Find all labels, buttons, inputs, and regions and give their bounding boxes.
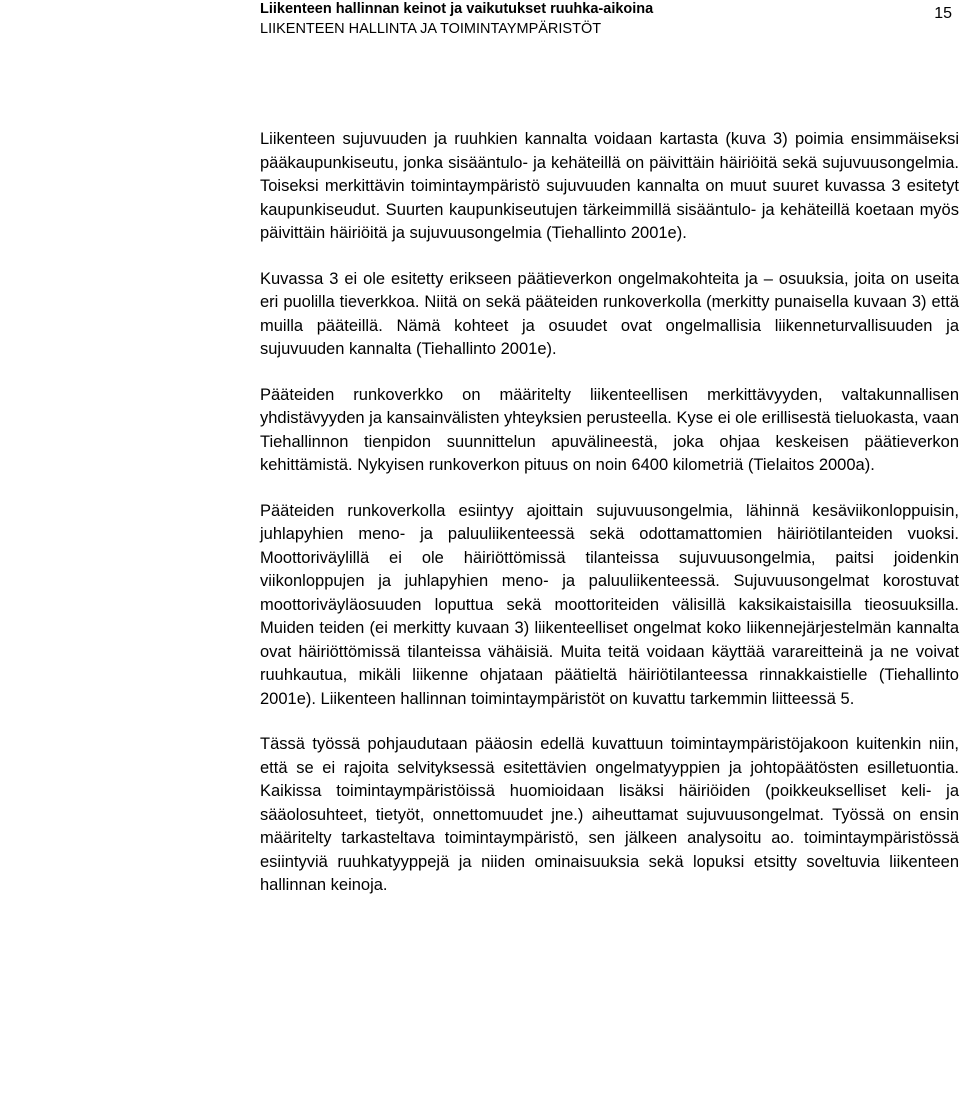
page-header (260, 0, 960, 44)
paragraph: Pääteiden runkoverkko on määritelty liikenteellisen merkittävyyden, valtakunnallisen yhdistävyyden ja kansainvälisten yhteyksien perusteella. Kyse ei ole erillisestä tieluokasta, vaan Tiehallinnon tienpidon suunnittelun apuvälineestä, joka ohjaa keskeisen päätieverkon kehittämistä. Nykyisen runkoverkon pituus on noin 6400 kilometriä (Tielaitos 2000a). (260, 385, 959, 474)
header-subtitle: LIIKENTEEN HALLINTA JA TOIMINTAYMPÄRISTÖT (260, 21, 602, 37)
body-text (260, 128, 959, 920)
paragraph: Kuvassa 3 ei ole esitetty erikseen päätieverkon ongelmakohteita ja – osuuksia, joita on useita eri puolilla tieverkkoa. Niitä on sekä pääteiden runkoverkolla (merkitty punaisella kuvaan 3) että muilla pääteillä. Nämä kohteet ja osuudet ovat ongelmallisia liikenneturvallisuuden ja sujuvuuden kannalta (Tiehallinto 2001e). (260, 269, 959, 358)
page-number: 15 (934, 5, 952, 22)
paragraph: Liikenteen sujuvuuden ja ruuhkien kannalta voidaan kartasta (kuva 3) poimia ensimmäiseksi pääkaupunkiseutu, jonka sisääntulo- ja kehäteillä on päivittäin häiriöitä sekä sujuvuusongelmia. Toiseksi merkittävin toimintaympäristö sujuvuuden kannalta on muut suuret kuvassa 3 esitetyt kaupunkiseudut. Suurten kaupunkiseutujen tärkeimmillä sisääntulo- ja kehäteillä koetaan myös päivittäin häiriöitä ja sujuvuusongelmia (Tiehallinto 2001e). (260, 130, 959, 242)
header-title: Liikenteen hallinnan keinot ja vaikutukset ruuhka-aikoina (260, 1, 654, 17)
paragraph: Tässä työssä pohjaudutaan pääosin edellä kuvattuun toimintaympäristöjakoon kuitenkin niin, että se ei rajoita selvityksessä esitettävien ongelmatyyppien ja johtopäätösten esilletuontia. Kaikissa toimintaympäristöissä huomioidaan lisäksi häiriöiden (poikkeukselliset keli- ja sääolosuhteet, tietyöt, onnettomuudet jne.) aiheuttamat sujuvuusongelmat. Työssä on ensin määritelty tarkasteltava toimintaympäristö, sen jälkeen analysoitu ao. toimintaympäristössä esiintyviä ruuhkatyyppejä ja niiden ominaisuuksia sekä lopuksi etsitty soveltuvia liikenteen hallinnan keinoja. (260, 735, 959, 894)
paragraph: Pääteiden runkoverkolla esiintyy ajoittain sujuvuusongelmia, lähinnä kesäviikonloppuisin, juhlapyhien meno- ja paluuliikenteessä sekä odottamattomien häiriötilanteiden vuoksi. Moottoriväylillä ei ole häiriöttömissä tilanteissa sujuvuusongelmia, paitsi joidenkin viikonloppujen ja juhlapyhien meno- ja paluuliikenteessä. Sujuvuusongelmat korostuvat moottoriväyläosuuden loputtua sekä moottoriteiden välisillä kaksikaistaisilla tieosuuksilla. Muiden teiden (ei merkitty kuvaan 3) liikenteelliset ongelmat koko liikennejärjestelmän kannalta ovat häiriöttömissä tilanteissa vähäisiä. Muita teitä voidaan käyttää varareitteinä ja ne voivat ruuhkautua, mikäli liikenne ohjataan päätieltä häiriötilanteessa rinnakkaistielle (Tiehallinto 2001e). Liikenteen hallinnan toimintaympäristöt on kuvattu tarkemmin liitteessä 5. (260, 501, 959, 708)
